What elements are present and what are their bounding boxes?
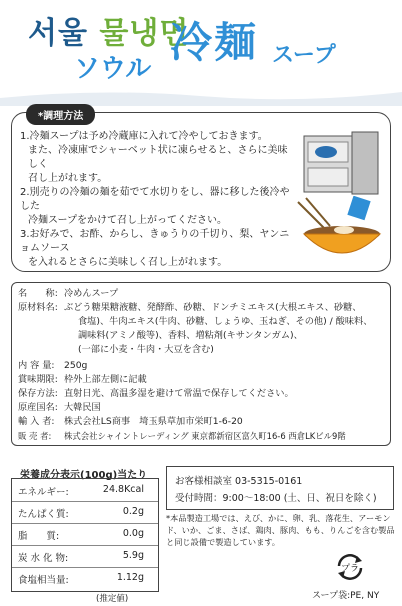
contact-phone: お客様相談室 03-5315-0161 [175,476,303,487]
nutrition-label: 脂 質: [18,531,60,542]
info-storage-value: 直射日光、高温多湿を避けて常温で保存してください。 [64,388,294,399]
step-3 [20,228,290,270]
noodle-bowl-icon [292,196,388,266]
allergen-note: *本品製造工場では、えび、かに、卵、乳、落花生、アーモンド、いか、ごま、さば、鶏肉、豚肉、もも、りんごを含む製品と同じ設備で製造しています。 [166,513,395,547]
korean-title [28,8,189,52]
info-volume-row [18,360,87,372]
info-ingredients-line-1: ぶどう糖果糖液糖、発酵酢、砂糖、ドンチミエキス(大根エキス、砂糖、 [64,302,362,313]
nutrition-row [12,501,158,524]
product-title: 冷麺 [170,18,259,67]
step-3-line-2: を入れるとさらに美味しく召し上がれます。 [28,257,228,268]
nutrition-label: たんぱく質: [18,509,69,520]
nutrition-value: 24.8Kcal [102,484,144,495]
step-2-line-2: 冷麺スープをかけて召し上がってください。 [28,215,227,226]
step-1-line-2: また、冷凍庫でシャーベット状に凍らせると、さらに美味しく [28,145,288,170]
info-seller-value: 株式会社シャイントレーディング 東京都新宿区富久町16-6 西倉LKビル9階 [64,431,346,441]
contact-box [166,466,394,510]
info-origin-row [18,402,101,414]
nutrition-row [12,567,158,589]
step-1-line-3: 召し上がれます。 [28,173,108,184]
info-ingredients-line-4: (一部に小麦・牛肉・大豆を含む) [78,344,214,355]
info-ingredients-label: 原材料名: [18,302,58,313]
info-ingredients-line-2: 食塩)、牛肉エキス(牛肉、砂糖、しょうゆ、玉ねぎ、その他) / 酸味料、 [78,316,373,327]
nutrition-estimate-note: (推定値) [96,594,129,604]
nutrition-label: エネルギー: [18,487,69,498]
contact-hours: 受付時間：9:00～18:00 (土、日、祝日を除く) [175,493,377,504]
info-seller-row [18,430,346,442]
nutrition-value: 0.0g [122,528,144,539]
nutrition-value: 0.2g [122,506,144,517]
info-ingredients-line-3: 調味料(アミノ酸等)、香料、増粘剤(キサンタンガム)、 [78,330,303,341]
nutrition-label: 食塩相当量: [18,575,69,586]
nutrition-table [11,478,159,592]
info-storage-label: 保存方法: [18,388,58,399]
info-volume-label: 内 容 量: [18,360,55,371]
japanese-subtitle: ソウル [74,54,152,84]
nutrition-row [12,523,158,546]
step-2 [20,186,290,228]
info-origin-label: 原産国名: [18,402,58,413]
korean-title-mulnaengmyeon: 물냉면 [99,16,190,51]
info-storage-row [18,388,294,400]
info-origin-value: 大韓民国 [64,402,101,413]
info-name-row [18,288,118,300]
info-best-before-row [18,374,147,386]
product-subtitle: スープ [272,43,336,68]
step-3-line-1: 3.お好みで、お酢、からし、きゅうりの千切り、梨、ヤンニョムソース [20,229,290,254]
nutrition-row [12,479,158,502]
nutrition-title: 栄養成分表示(100g)当たり [20,470,148,481]
info-best-before-value: 枠外上部左側に記載 [64,374,147,385]
info-importer-value: 株式会社LS商事 埼玉県草加市栄町1-6-20 [64,416,243,427]
wave-divider [0,86,402,106]
info-best-before-label: 賞味期限: [18,374,58,385]
nutrition-value: 1.12g [116,572,144,583]
step-1 [20,130,290,186]
nutrition-row [12,545,158,568]
info-volume-value: 250g [64,360,88,371]
info-name-label: 名 称: [18,288,58,299]
nutrition-value: 5.9g [122,550,144,561]
info-importer-label: 輸 入 者: [18,416,55,427]
korean-title-seoul: 서울 [28,16,88,51]
svg-text:プラ: プラ [340,564,360,574]
info-importer-row [18,416,243,428]
step-1-line-1: 1.冷麺スープは予め冷蔵庫に入れて冷やしておきます。 [20,131,268,142]
info-name-value: 冷めんスープ [64,288,119,299]
refrigerator-icon [296,122,386,200]
nutrition-label: 炭 水 化 物: [18,553,69,564]
info-seller-label: 販 売 者: [18,431,52,441]
recycle-icon [335,552,365,582]
step-2-line-1: 2.別売りの冷麺の麺を茹でて水切りをし、器に移した後冷やした [20,187,290,212]
cooking-method-label: *調理方法 [26,104,95,125]
recycle-label: スープ袋:PE, NY [312,591,380,601]
